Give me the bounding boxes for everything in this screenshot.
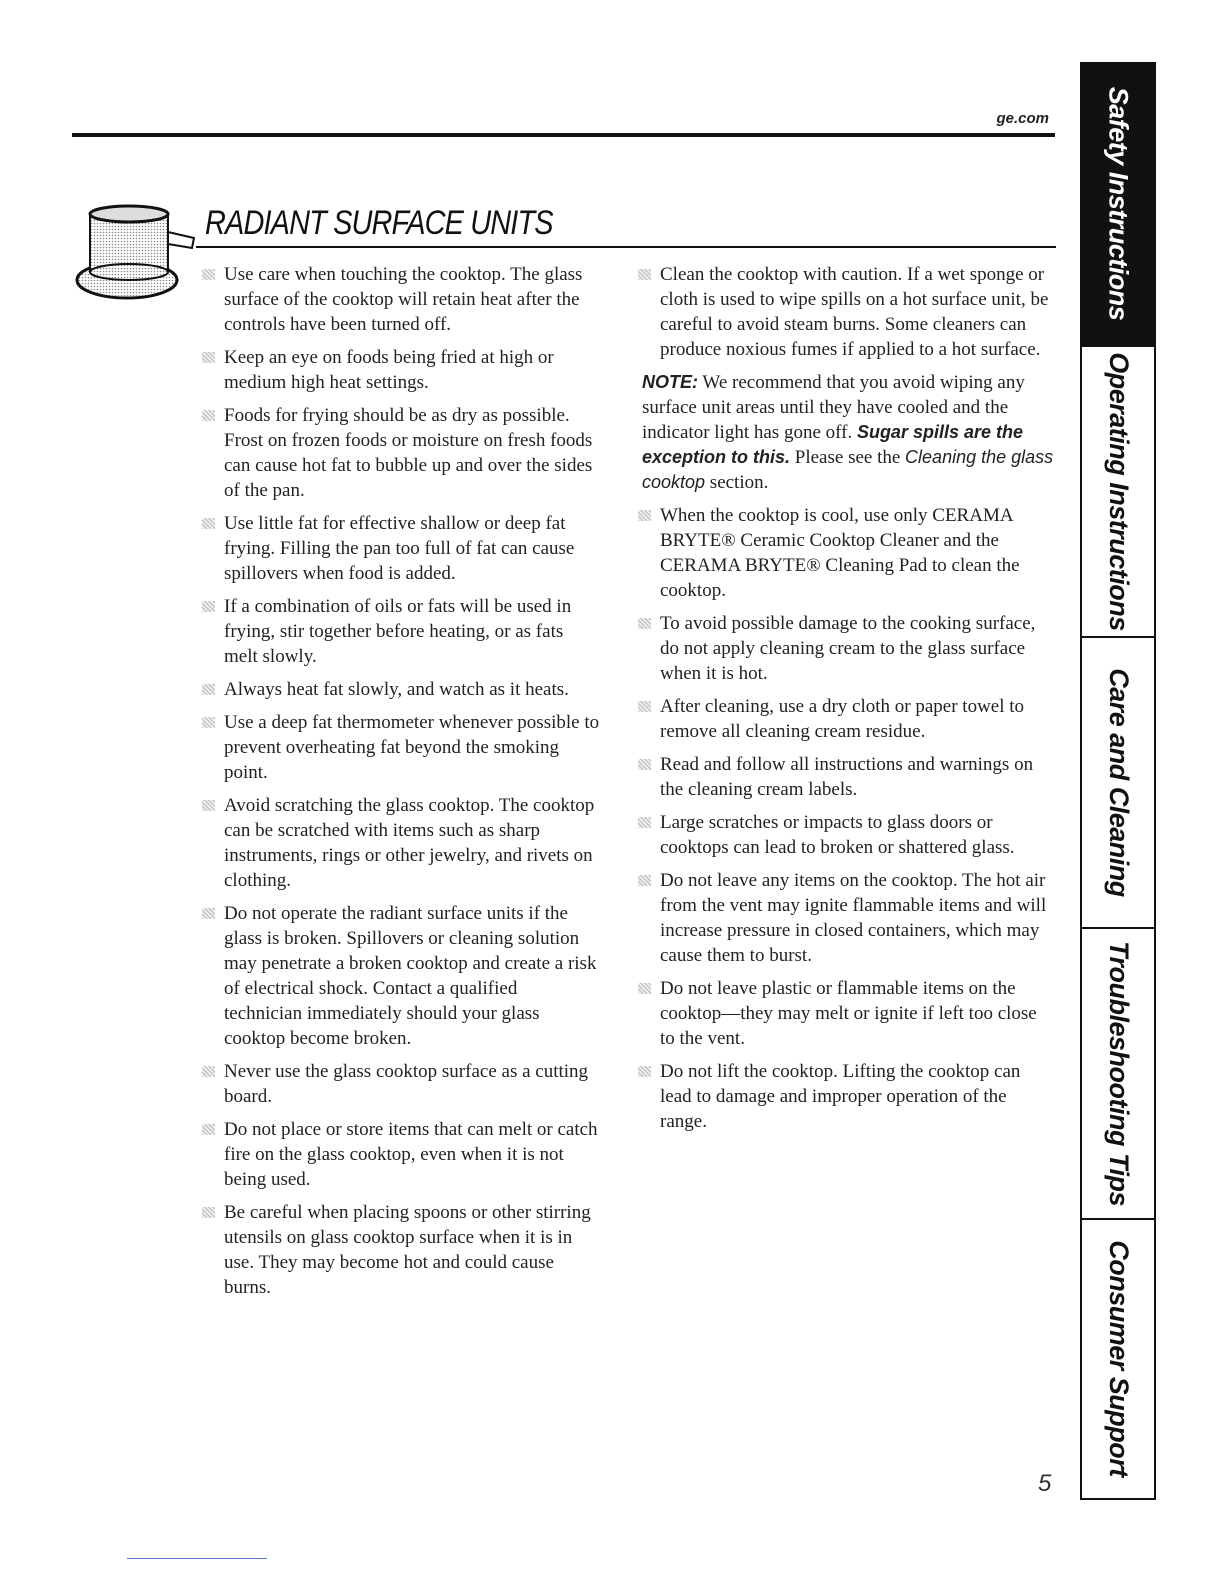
tab-consumer-support[interactable]: Consumer Support <box>1103 1239 1134 1477</box>
tab-operating-instructions[interactable]: Operating Instructions <box>1082 347 1154 638</box>
bullet-icon <box>202 352 215 363</box>
note-paragraph: NOTE: We recommend that you avoid wiping any surface unit areas until they have cooled and the indicator light has gone off. Sugar spills are the exception to this. Please see the Cleaning the glass cooktop section. <box>642 372 1054 493</box>
list-item: Do not leave plastic or flammable items on the cooktop—they may melt or ignite if left too close to the vent. <box>636 976 1056 1051</box>
bullet-icon <box>202 1207 215 1218</box>
bullet-icon <box>202 800 215 811</box>
bullet-icon <box>202 518 215 529</box>
bullet-icon <box>202 601 215 612</box>
bullet-icon <box>638 269 651 280</box>
bullet-icon <box>202 717 215 728</box>
list-item: Do not leave any items on the cooktop. The hot air from the vent may ignite flammable items and will increase pressure in closed containers, which may cause them to burst. <box>636 868 1056 968</box>
right-column <box>636 262 1056 1142</box>
cooktop-pot-icon <box>72 192 202 312</box>
bullet-icon <box>638 510 651 521</box>
list-item: If a combination of oils or fats will be used in frying, stir together before heating, or as fats melt slowly. <box>200 594 600 669</box>
list-item: Do not place or store items that can melt or catch fire on the glass cooktop, even when it is not being used. <box>200 1117 600 1192</box>
bullet-icon <box>202 410 215 421</box>
section-title: RADIANT SURFACE UNITS <box>205 204 553 242</box>
bullet-icon <box>638 701 651 712</box>
bullet-icon <box>638 618 651 629</box>
list-item: To avoid possible damage to the cooking surface, do not apply cleaning cream to the glass surface when it is hot. <box>636 611 1056 686</box>
list-item: Do not operate the radiant surface units if the glass is broken. Spillovers or cleaning solution may penetrate a broken cooktop and create a risk of electrical shock. Contact a qualified technician immediately should your glass cooktop become broken. <box>200 901 600 1051</box>
list-item: Use a deep fat thermometer whenever possible to prevent overheating fat beyond the smoking point. <box>200 710 600 785</box>
bullet-icon <box>202 269 215 280</box>
list-item: Always heat fat slowly, and watch as it heats. <box>200 677 600 702</box>
list-item: Large scratches or impacts to glass doors or cooktops can lead to broken or shattered glass. <box>636 810 1056 860</box>
tab-safety-instructions[interactable]: Safety Instructions <box>1082 62 1154 347</box>
bullet-icon <box>638 759 651 770</box>
list-item: Clean the cooktop with caution. If a wet sponge or cloth is used to wipe spills on a hot surface unit, be careful to avoid steam burns. Some cleaners can produce noxious fumes if applied to a hot surface. <box>636 262 1056 362</box>
header-rule <box>72 133 1055 137</box>
bullet-icon <box>202 1066 215 1077</box>
left-column <box>200 262 600 1308</box>
list-item: After cleaning, use a dry cloth or paper towel to remove all cleaning cream residue. <box>636 694 1056 744</box>
bullet-icon <box>638 875 651 886</box>
page-number: 5 <box>1038 1470 1052 1497</box>
bullet-icon <box>638 817 651 828</box>
list-item: Read and follow all instructions and warnings on the cleaning cream labels. <box>636 752 1056 802</box>
section-tabs <box>1080 62 1156 1500</box>
list-item: Never use the glass cooktop surface as a cutting board. <box>200 1059 600 1109</box>
list-item: Avoid scratching the glass cooktop. The cooktop can be scratched with items such as sharp instruments, rings or other jewelry, and rivets on clothing. <box>200 793 600 893</box>
list-item: Keep an eye on foods being fried at high or medium high heat settings. <box>200 345 600 395</box>
bullet-icon <box>202 1124 215 1135</box>
list-item: When the cooktop is cool, use only CERAMA BRYTE® Ceramic Cooktop Cleaner and the CERAMA BRYTE® Cleaning Pad to clean the cooktop. <box>636 503 1056 603</box>
bullet-icon <box>638 1066 651 1077</box>
footer-line <box>127 1558 267 1559</box>
site-url: ge.com <box>996 110 1049 127</box>
title-rule <box>196 246 1056 248</box>
tab-care-and-cleaning[interactable]: Care and Cleaning <box>1082 638 1154 929</box>
bullet-icon <box>638 983 651 994</box>
list-item: Foods for frying should be as dry as possible. Frost on frozen foods or moisture on fresh foods can cause hot fat to bubble up and over the sides of the pan. <box>200 403 600 503</box>
list-item: Use care when touching the cooktop. The glass surface of the cooktop will retain heat after the controls have been turned off. <box>200 262 600 337</box>
bullet-icon <box>202 908 215 919</box>
tab-troubleshooting-tips[interactable]: Troubleshooting Tips <box>1082 929 1154 1220</box>
bullet-icon <box>202 684 215 695</box>
list-item: Do not lift the cooktop. Lifting the cooktop can lead to damage and improper operation of the range. <box>636 1059 1056 1134</box>
list-item: Use little fat for effective shallow or deep fat frying. Filling the pan too full of fat can cause spillovers when food is added. <box>200 511 600 586</box>
list-item: Be careful when placing spoons or other stirring utensils on glass cooktop surface when it is in use. They may become hot and could cause burns. <box>200 1200 600 1300</box>
